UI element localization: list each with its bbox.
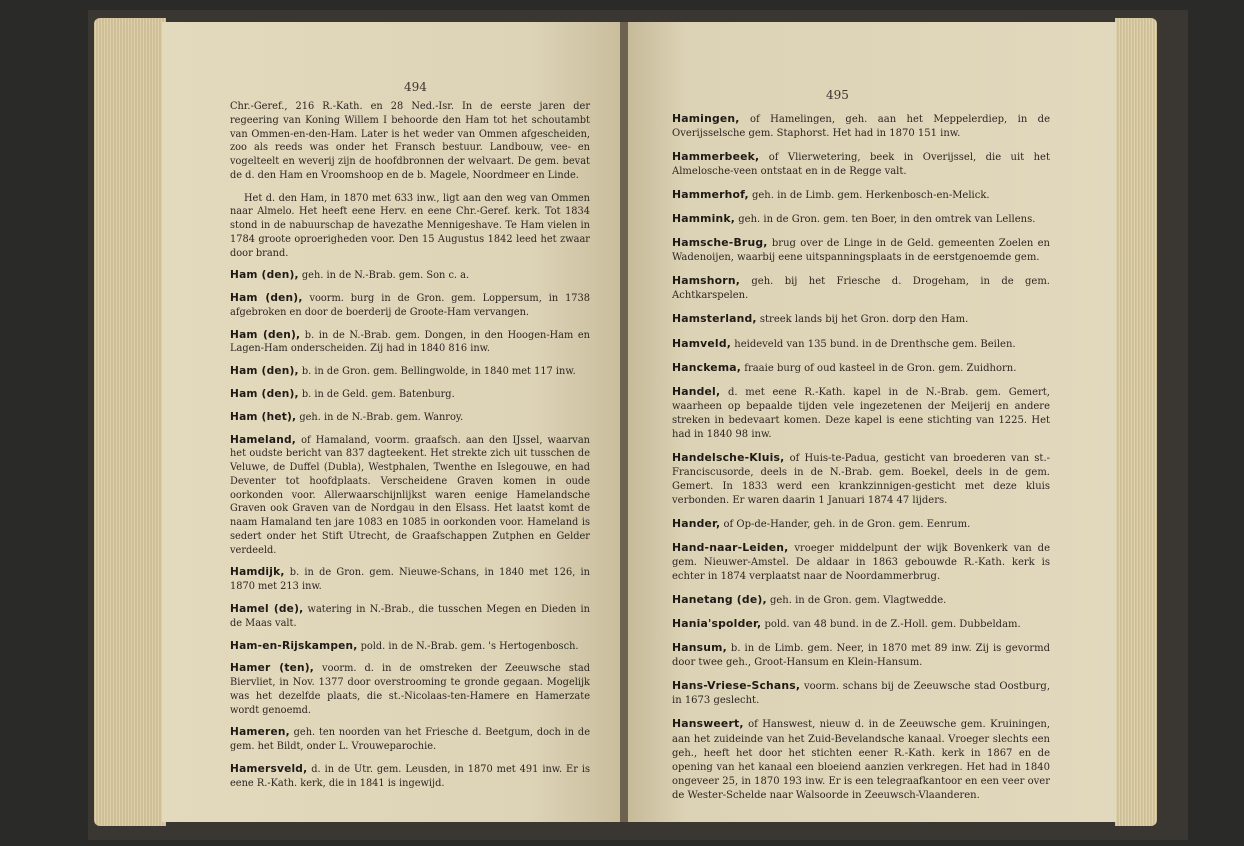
dictionary-entry (230, 269, 590, 283)
page-number: 494 (404, 80, 427, 94)
entry-headword: Handelsche-Kluis, (672, 450, 785, 464)
entry-text: b. in de N.-Brab. gem. Dongen, in den Hoogen-Ham en Lagen-Ham onderscheiden. Zij had in 1840 816 inw. (230, 329, 590, 355)
entry-headword: Hander, (672, 516, 721, 530)
dictionary-entry (230, 411, 590, 425)
entry-headword: Hamsterland, (672, 312, 757, 326)
dictionary-entry (230, 388, 590, 402)
entry-headword: Hanckema, (672, 360, 742, 374)
entry-headword: Hamdijk, (230, 566, 285, 579)
dictionary-entry (672, 112, 1050, 141)
dictionary-entry (672, 312, 1050, 327)
entry-headword: Hansum, (672, 641, 727, 655)
dictionary-entry (230, 434, 590, 558)
entry-text: vroeger middelpunt der wijk Bovenkerk van de gem. Nieuwer-Amstel. De aldaar in 1863 gebouwde R.-Kath. kerk is echter in 1874 verplaatst naar de Noordammerbrug. (672, 543, 1050, 583)
entry-headword: Ham-en-Rijskampen, (230, 639, 358, 652)
entry-text: geh. in de N.-Brab. gem. Son c. a. (298, 270, 470, 282)
entry-headword: Hanetang (de), (672, 593, 767, 607)
right-page (628, 22, 1116, 822)
dictionary-entry (672, 541, 1050, 584)
entry-headword: Hamveld, (672, 336, 732, 350)
intro-paragraph: Het d. den Ham, in 1870 met 633 inw., ligt aan den weg van Ommen naar Almelo. Het heeft eene Herv. en eene Chr.-Geref. kerk. Tot 1834 stond in de nabuurschap de havezathe Mennigeshave. Te Ham vielen in 1784 groote oproerigheden voor. Den 15 Augustus 1842 leed het zwaar door brand. (230, 192, 590, 259)
entry-text: geh. in de Gron. gem. ten Boer, in den omtrek van Lellens. (735, 214, 1036, 226)
dictionary-entry (672, 451, 1050, 508)
intro-paragraph: Chr.-Geref., 216 R.-Kath. en 28 Ned.-Isr. In de eerste jaren der regeering van Koning Willem I behoorde den Ham tot het schoutambt van Ommen-en-den-Ham. Later is het weder van Ommen afgescheiden, zoo als reeds was onder het Fransch bestuur. Landbouw, vee- en vogelteelt en weverij zijn de hoofdbronnen der welvaart. De gem. bevat de d. den Ham en Vroomshoop en de b. Magele, Noordmeer en Linde. (230, 101, 590, 181)
entry-text: b. in de Limb. gem. Neer, in 1870 met 89 inw. Zij is gevormd door twee geh., Groot-Hansum en Klein-Hansum. (672, 643, 1050, 669)
dictionary-entry (230, 640, 590, 654)
entry-text: heideveld van 135 bund. in de Drenthsche gem. Beilen. (731, 338, 1016, 350)
dictionary-entry (230, 329, 590, 357)
entry-headword: Hamsche-Brug, (672, 236, 768, 250)
entry-text: brug over de Linge in de Geld. gemeenten Zoelen en Wadenoijen, waarbij eene uitspanningsplaats in de eerstgenoemde gem. (672, 238, 1050, 264)
dictionary-entry (672, 641, 1050, 670)
dictionary-entry (230, 726, 590, 754)
entry-headword: Hamer (ten), (230, 662, 314, 675)
entry-text: geh. in de N.-Brab. gem. Wanroy. (296, 411, 464, 423)
dictionary-entry (230, 566, 590, 594)
dictionary-entry (672, 212, 1050, 227)
left-page (162, 22, 622, 822)
entry-text: of Vlierwetering, beek in Overijssel, die uit het Almelosche-veen ontstaat en in de Regge valt. (672, 152, 1050, 178)
entry-headword: Hameren, (230, 726, 290, 739)
entry-text: voorm. burg in de Gron. gem. Loppersum, in 1738 afgebroken en door de boerderij de Groote-Ham vervangen. (230, 293, 591, 318)
dictionary-entry (672, 150, 1050, 179)
dictionary-entry (672, 593, 1050, 608)
entry-text: streek lands bij het Gron. dorp den Ham. (756, 314, 969, 326)
entry-text: of Huis-te-Padua, gesticht van broederen van st.-Franciscusorde, deels in de N.-Brab. gem. Boekel, deels in de gem. Gemert. In 1833 werd een krankzinnigen-gesticht met deze kluis verbonden. Er waren daarin 1 Januari 1874 47 lijders. (672, 452, 1050, 506)
dictionary-entry (230, 603, 590, 631)
entry-text: of Hamaland, voorm. graafsch. aan den IJssel, waarvan het oudste bericht van 837 dagteekent. Het strekte zich uit tusschen de Veluwe, de Duffel (Dubla), Westphalen, Twenthe en Islegouwe, en had Deventer tot hoofdplaats. Verscheidene Graven komen in oude oorkonden voor. Allerwaarschijnlijkst waren eenige Hamelandsche Graven ook Graven van de Nordgau in den Elsass. Het laatst komt de naam Hamaland ten jare 1083 en 1085 in oorkonden voor. Hameland is sedert onder het Stift Utrecht, de Graafschappen Zutphen en Gelder verdeeld. (230, 434, 590, 556)
dictionary-entry (230, 662, 590, 717)
entry-text: pold. van 48 bund. in de Z.-Holl. gem. Dubbeldam. (761, 619, 1021, 631)
entry-text: voorm. schans bij de Zeeuwsche stad Oostburg, in 1673 geslecht. (672, 681, 1050, 707)
dictionary-entry (230, 292, 590, 320)
page-edges-left (94, 18, 166, 826)
entry-text: geh. bij het Friesche d. Drogeham, in de gem. Achtkarspelen. (672, 276, 1050, 302)
entry-headword: Ham (den), (230, 328, 301, 341)
entry-text: geh. in de Limb. gem. Herkenbosch-en-Melick. (748, 190, 990, 202)
entry-headword: Hania'spolder, (672, 617, 762, 631)
entry-text: d. in de Utr. gem. Leusden, in 1870 met 491 inw. Er is eene R.-Kath. kerk, die in 1841 is ingewijd. (230, 763, 590, 789)
entry-headword: Hammerbeek, (672, 150, 760, 164)
entry-text: b. in de Gron. gem. Bellingwolde, in 1840 met 117 inw. (298, 366, 576, 378)
entry-headword: Ham (den), (230, 292, 303, 305)
dictionary-entry (230, 763, 590, 791)
entry-headword: Hand-naar-Leiden, (672, 541, 789, 555)
dictionary-entry (672, 361, 1050, 376)
entry-headword: Hans-Vriese-Schans, (672, 679, 801, 693)
entry-headword: Ham (het), (230, 410, 297, 423)
dictionary-entry (672, 617, 1050, 632)
entry-headword: Hamersveld, (230, 762, 308, 775)
dictionary-entry (672, 679, 1050, 708)
dictionary-entry (672, 188, 1050, 203)
dictionary-entry (672, 337, 1050, 352)
entry-headword: Ham (den), (230, 269, 299, 282)
entry-text: geh. ten noorden van het Friesche d. Beetgum, doch in de gem. het Bildt, onder L. Vrouweparochie. (230, 727, 590, 753)
dictionary-entry (230, 365, 590, 379)
entry-text: geh. in de Gron. gem. Vlagtwedde. (766, 595, 947, 607)
entry-headword: Hameland, (230, 433, 296, 446)
entry-text: pold. in de N.-Brab. gem. 's Hertogenbosch. (357, 640, 579, 652)
entry-headword: Ham (den), (230, 388, 299, 401)
entry-headword: Hammerhof, (672, 188, 749, 202)
entry-text: of Hanswest, nieuw d. in de Zeeuwsche gem. Kruiningen, aan het zuideinde van het Zuid-Bevelandsche kanaal. Vroeger slechts een geh., heeft het door het stichten eener R.-Kath. kerk in 1867 en de opening van het kanaal een bloeiend aanzien verkregen. Het had in 1840 ongeveer 25, in 1870 193 inw. Er is een telegraafkantoor en een veer over de Wester-Schelde naar Walsoorde in Zeeuwsch-Vlaanderen. (672, 719, 1050, 801)
page-edges-right (1115, 18, 1157, 826)
entry-text: b. in de Geld. gem. Batenburg. (298, 389, 455, 401)
dictionary-entry (672, 274, 1050, 303)
entry-headword: Handel, (672, 384, 721, 398)
entry-headword: Hamshorn, (672, 274, 741, 288)
dictionary-entry (672, 517, 1050, 532)
entry-text: of Hamelingen, geh. aan het Meppelerdiep, in de Overijsselsche gem. Staphorst. Het had in 1870 151 inw. (672, 114, 1050, 140)
entry-text: fraaie burg of oud kasteel in de Gron. gem. Zuidhorn. (741, 362, 1017, 374)
entry-headword: Ham (den), (230, 365, 299, 378)
entry-text: d. met eene R.-Kath. kapel in de N.-Brab. gem. Gemert, waarheen op bepaalde tijden vele ingezetenen der Meijerij en andere streken in bedevaart komen. Deze kapel is eene stichting van 1225. Het had in 1840 98 inw. (672, 386, 1050, 440)
entry-headword: Hamel (de), (230, 602, 304, 615)
entry-headword: Hansweert, (672, 717, 744, 731)
dictionary-entry (672, 385, 1050, 442)
entry-headword: Hammink, (672, 212, 736, 226)
entry-text: watering in N.-Brab., die tusschen Megen en Dieden in de Maas valt. (230, 603, 590, 629)
dictionary-entry (672, 236, 1050, 265)
left-page-text (230, 100, 590, 799)
entry-text: of Op-de-Hander, geh. in de Gron. gem. Eenrum. (720, 518, 971, 530)
entry-headword: Hamingen, (672, 112, 740, 125)
entry-text: b. in de Gron. gem. Nieuwe-Schans, in 1840 met 126, in 1870 met 213 inw. (230, 567, 590, 593)
entry-text: voorm. d. in de omstreken der Zeeuwsche stad Biervliet, in Nov. 1377 door overstrooming te gronde gegaan. Mogelijk was het dezelfde plaats, die st.-Nicolaas-ten-Hamere en Hamerzate wordt genoemd. (230, 663, 590, 716)
page-number: 495 (826, 88, 849, 102)
dictionary-entry (672, 717, 1050, 802)
right-page-text (672, 112, 1050, 812)
